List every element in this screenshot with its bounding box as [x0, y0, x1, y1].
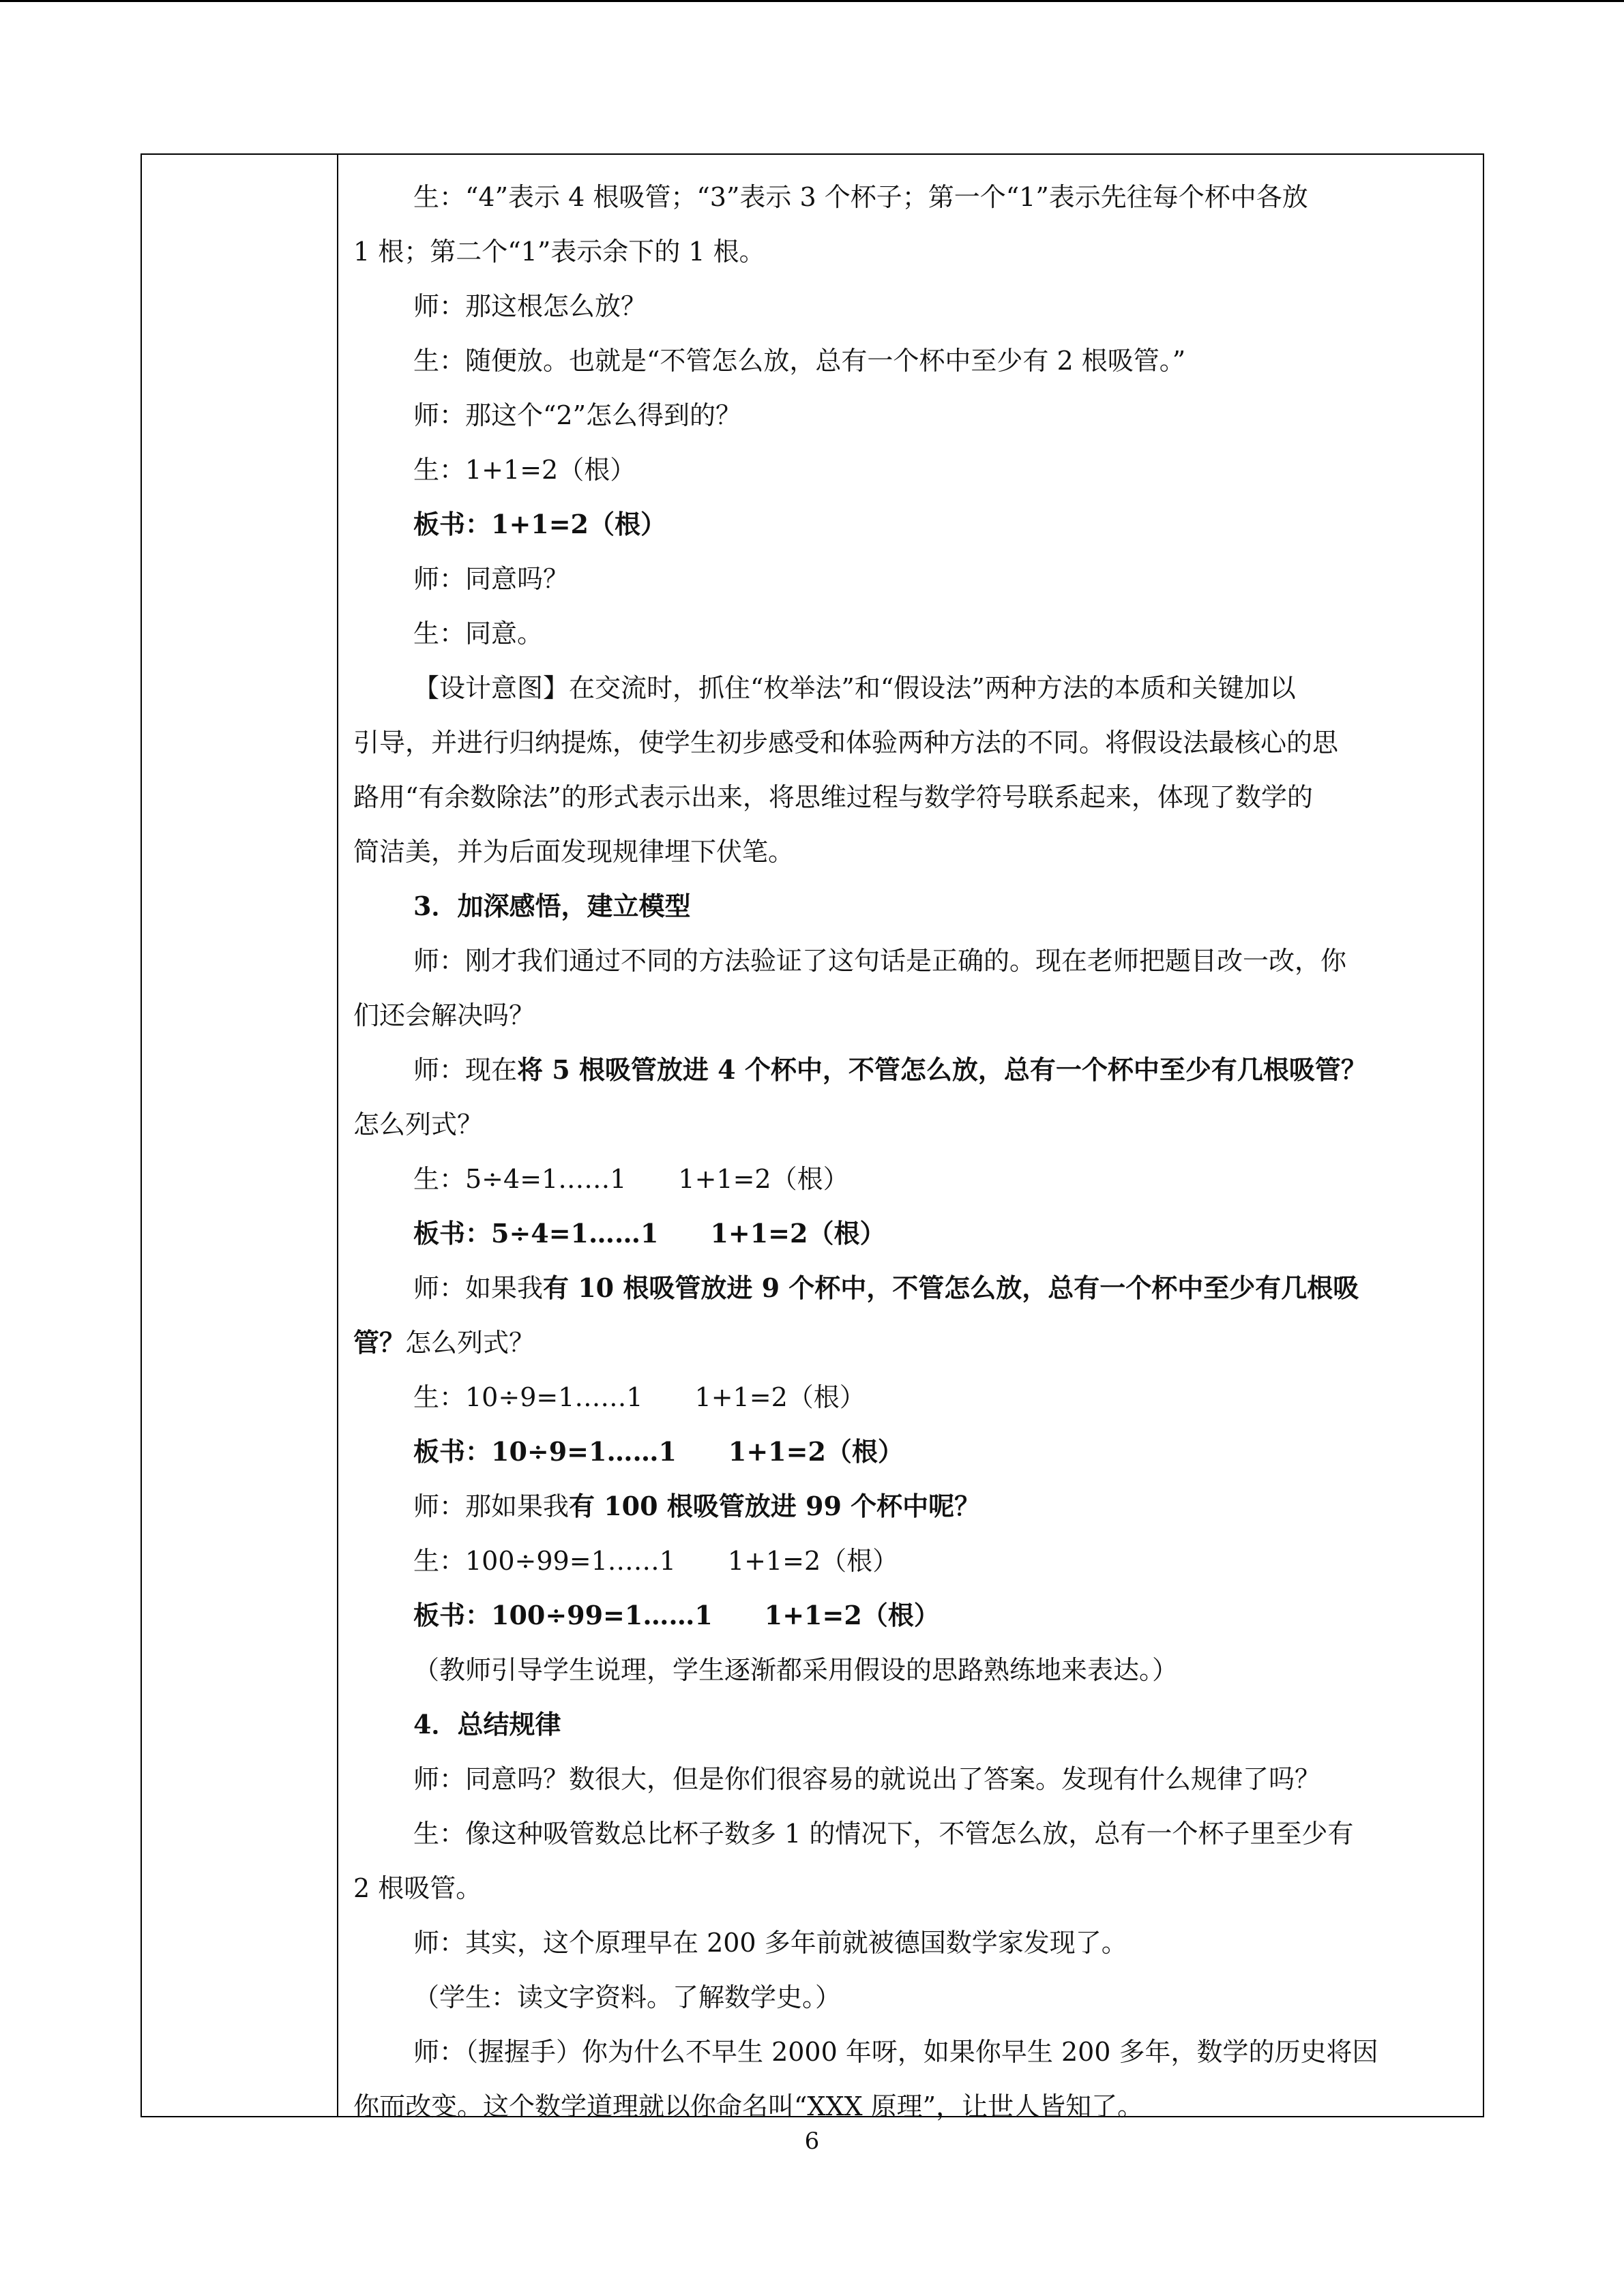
text-line: （学生：读文字资料。了解数学史。）	[413, 1982, 842, 2012]
speaker-label: 师：现在	[413, 1055, 518, 1085]
design-intent: 【设计意图】在交流时，抓住“枚举法”和“假设法”两种方法的本质和关键加以	[413, 673, 1296, 703]
text-line: 们还会解决吗？	[353, 1000, 535, 1030]
text-line: 2 根吸管。	[353, 1873, 482, 1903]
text-line: 生：1+1=2（根）	[413, 455, 636, 485]
text-line	[413, 1043, 1367, 1097]
text-line: 师：同意吗？	[413, 564, 570, 594]
page-number: 6	[804, 2128, 820, 2155]
text-line: 师：（握握手）你为什么不早生 2000 年呀，如果你早生 200 多年，数学的历史将因	[413, 2037, 1378, 2067]
text-line: 师：其实，这个原理早在 200 多年前就被德国数学家发现了。	[413, 1928, 1127, 1958]
text-line: 1 根；第二个“1”表示余下的 1 根。	[353, 237, 765, 267]
text-line: 师：刚才我们通过不同的方法验证了这句话是正确的。现在老师把题目改一改，你	[413, 946, 1347, 976]
text-line: 生：10÷9=1……1 1+1=2（根）	[413, 1382, 866, 1412]
column-divider	[337, 155, 338, 2116]
board-note: 板书：1+1=2（根）	[413, 509, 667, 539]
text-line: 引导，并进行归纳提炼，使学生初步感受和体验两种方法的不同。将假设法最核心的思	[353, 728, 1339, 758]
text-line	[413, 1479, 980, 1534]
problem-text: 有 100 根吸管放进 99 个杯中呢？	[569, 1491, 981, 1521]
problem-text: 管？	[353, 1327, 406, 1358]
speaker-label: 师：如果我	[413, 1273, 544, 1303]
text-line: 简洁美，并为后面发现规律埋下伏笔。	[353, 837, 795, 867]
text-line: 路用“有余数除法”的形式表示出来，将思维过程与数学符号联系起来，体现了数学的	[353, 782, 1313, 812]
lesson-table	[141, 153, 1484, 2121]
text-line	[413, 1261, 1359, 1315]
question-text: 怎么列式？	[405, 1328, 535, 1358]
text-line	[353, 1315, 535, 1370]
board-note: 板书：5÷4=1……1 1+1=2（根）	[413, 1218, 886, 1249]
problem-text: 有 10 根吸管放进 9 个杯中，不管怎么放，总有一个杯中至少有几根吸	[543, 1272, 1359, 1303]
text-line: 师：那这个“2”怎么得到的？	[413, 400, 742, 430]
text-line: 生：100÷99=1……1 1+1=2（根）	[413, 1546, 899, 1576]
text-line: 怎么列式？	[353, 1109, 484, 1139]
text-line: 生：同意。	[413, 618, 544, 648]
text-line: 师：同意吗？数很大，但是你们很容易的就说出了答案。发现有什么规律了吗？	[413, 1764, 1321, 1794]
text-line: 生：随便放。也就是“不管怎么放，总有一个杯中至少有 2 根吸管。”	[413, 346, 1186, 376]
text-line: 生：“4”表示 4 根吸管；“3”表示 3 个杯子；第一个“1”表示先往每个杯中各放	[413, 182, 1308, 212]
board-note: 板书：10÷9=1……1 1+1=2（根）	[413, 1436, 904, 1467]
text-line: 师：那这根怎么放？	[413, 291, 647, 321]
text-line: 生：5÷4=1……1 1+1=2（根）	[413, 1164, 849, 1194]
section-heading: 3．加深感悟，建立模型	[413, 891, 691, 921]
text-line: 生：像这种吸管数总比杯子数多 1 的情况下，不管怎么放，总有一个杯子里至少有	[413, 1819, 1354, 1849]
speaker-label: 师：那如果我	[413, 1491, 570, 1521]
problem-text: 将 5 根吸管放进 4 个杯中，不管怎么放，总有一个杯中至少有几根吸管？	[517, 1054, 1367, 1085]
board-note: 板书：100÷99=1……1 1+1=2（根）	[413, 1600, 940, 1630]
text-line: 你而改变。这个数学道理就以你命名叫“XXX 原理”，让世人皆知了。	[353, 2091, 1144, 2121]
section-heading: 4．总结规律	[413, 1709, 561, 1740]
text-line: （教师引导学生说理，学生逐渐都采用假设的思路熟练地来表达。）	[413, 1655, 1179, 1685]
page-top-rule	[0, 0, 1624, 2]
